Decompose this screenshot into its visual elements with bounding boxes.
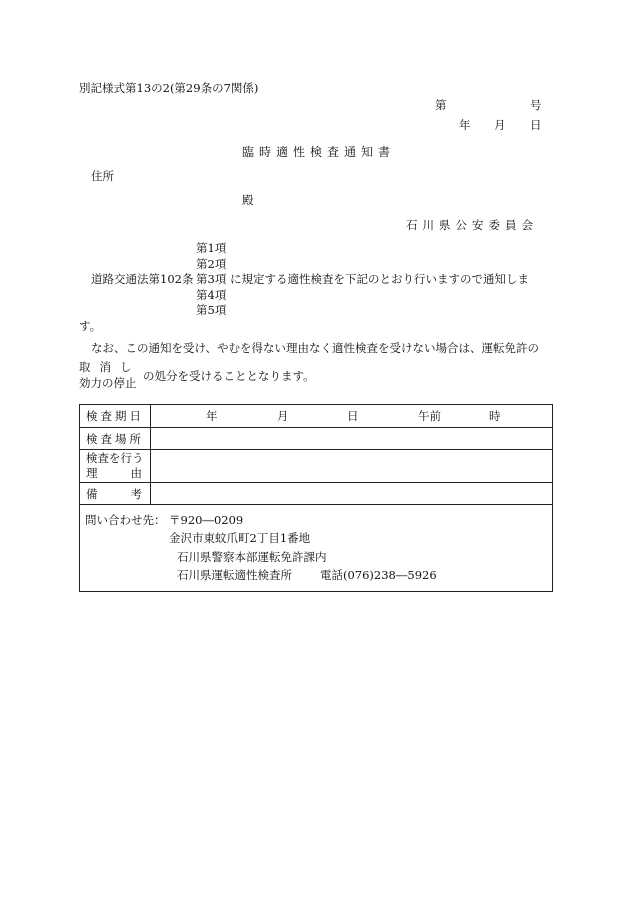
value-day: 日	[347, 409, 359, 423]
law-item-3: 第3項	[196, 272, 227, 286]
date-day: 日	[530, 118, 542, 132]
notice-line-1: なお、この通知を受け、やむを得ない理由なく適性検査を受けない場合は、運転免許の	[91, 341, 540, 355]
inquiry-phone: 電話(076)238―5926	[320, 568, 437, 582]
law-item-4: 第4項	[196, 288, 227, 302]
document-number-gou: 号	[530, 98, 542, 112]
label-inspection-date: 検査期日	[86, 409, 144, 423]
value-year: 年	[206, 409, 218, 423]
inquiry-facility: 石川県運転適性検査所	[177, 568, 292, 582]
value-cell-date	[151, 405, 553, 428]
date-year: 年	[459, 118, 471, 132]
law-item-2: 第2項	[196, 257, 227, 271]
value-hour: 時	[489, 409, 501, 423]
date-month: 月	[494, 118, 506, 132]
inquiry-address: 金沢市東蚊爪町2丁目1番地	[169, 531, 311, 545]
inspection-table	[79, 404, 553, 592]
notice-tail: の処分を受けることとなります。	[143, 369, 315, 383]
address-label: 住所	[91, 169, 114, 183]
notice-option-torikeshi: 取消し	[79, 360, 141, 374]
law-prefix: 道路交通法第102条	[91, 272, 194, 286]
law-item-5: 第5項	[196, 303, 227, 317]
value-remarks	[151, 483, 553, 505]
inquiry-postal-code: 〒920―0209	[169, 513, 244, 527]
law-continuation: す。	[79, 319, 102, 333]
table-row-remarks	[80, 483, 553, 505]
label-remarks: 備考	[86, 486, 175, 501]
label-reason-line-a: 検査を行う	[86, 451, 144, 465]
inquiry-office: 石川県警察本部運転免許課内	[177, 550, 327, 564]
issuer-name: 石川県公安委員会	[406, 218, 538, 232]
table-row-inquiry	[80, 505, 553, 592]
value-reason	[151, 450, 553, 483]
label-cell-reason	[80, 450, 175, 483]
page-title: 臨時適性検査通知書	[242, 145, 396, 159]
law-item-1: 第1項	[196, 241, 227, 255]
inquiry-label: 問い合わせ先：	[85, 513, 166, 527]
inquiry-cell	[80, 505, 553, 592]
label-cell-date	[80, 405, 151, 428]
table-row-date	[80, 405, 553, 428]
label-reason-line-b: 理由	[86, 466, 175, 480]
value-inspection-place	[151, 428, 553, 450]
law-suffix: に規定する適性検査を下記のとおり行いますので通知しま	[230, 272, 529, 286]
document-number-dai: 第	[435, 98, 447, 112]
value-am: 午前	[418, 409, 441, 423]
label-cell-place	[80, 428, 151, 450]
notice-option-teishi: 効力の停止	[79, 376, 137, 390]
value-month: 月	[277, 409, 289, 423]
table-row-place	[80, 428, 553, 450]
honorific-dono: 殿	[242, 193, 254, 207]
form-reference: 別記様式第13の2(第29条の7関係)	[79, 81, 259, 95]
table-row-reason	[80, 450, 553, 483]
label-inspection-place: 検査場所	[86, 431, 144, 446]
label-cell-remarks	[80, 483, 175, 505]
